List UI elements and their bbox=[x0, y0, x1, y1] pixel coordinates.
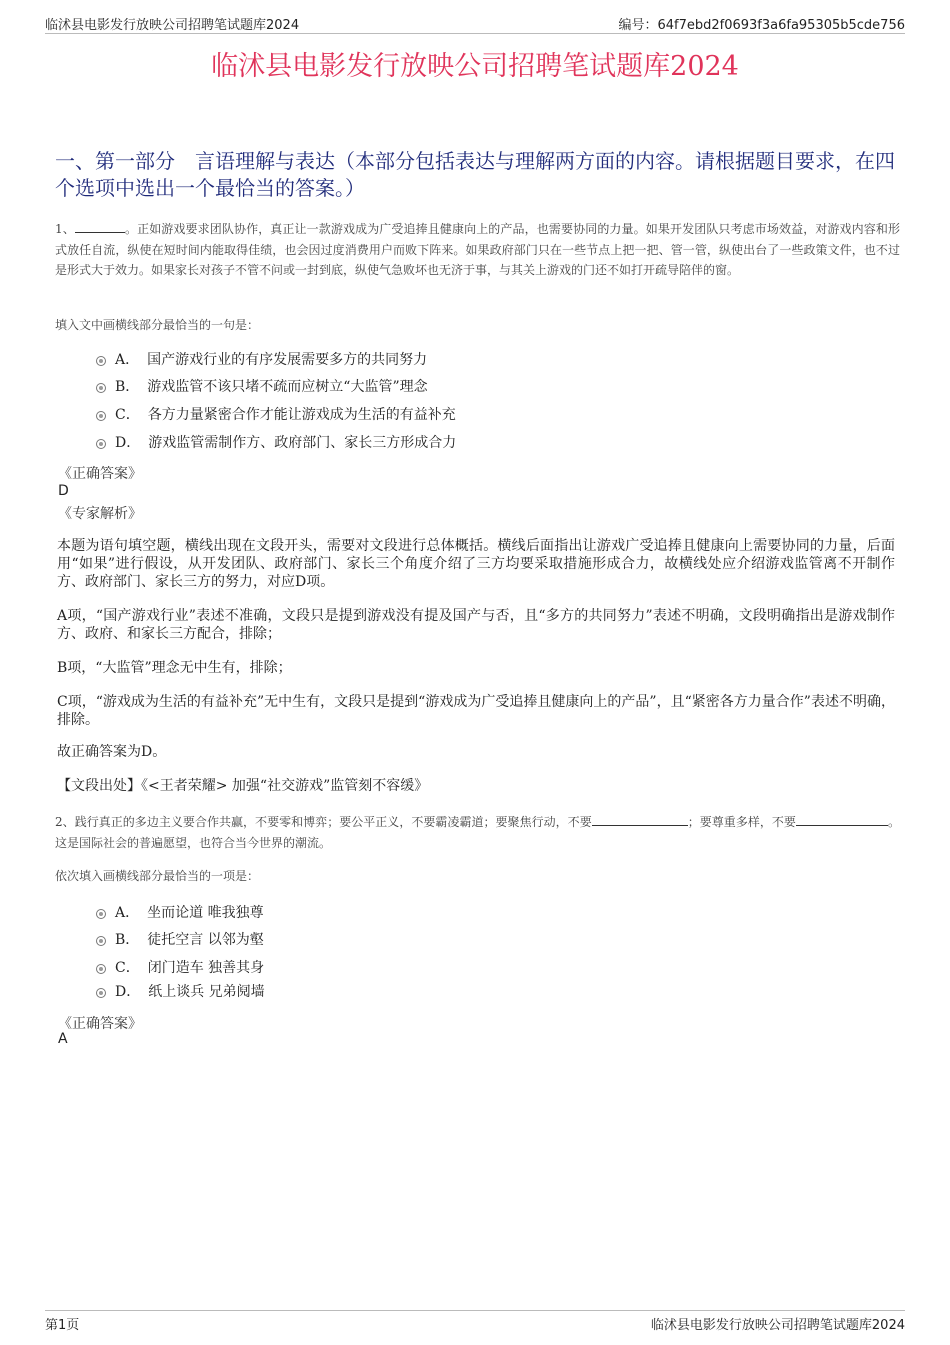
option-text: 游戏监管不该只堵不疏而应树立“大监管”理念 bbox=[147, 379, 428, 395]
section-heading: 一、第一部分 言语理解与表达（本部分包括表达与理解两方面的内容。请根据题目要求，在四个选项中选出一个最恰当的答案。） bbox=[55, 149, 895, 200]
option-letter: B． bbox=[115, 932, 140, 948]
q1-analysis-para-1: 本题为语句填空题，横线出现在文段开头，需要对文段进行总体概括。横线后面指出让游戏广受追捧且健康向上需要协同的力量，后面用“如果”进行假设，从开发团队、政府部门、家长三个角度介绍了三方均要采取措施形成合力，故横线处应介绍游戏监管离不开制作方、政府部门、家长三方的努力，对应D项。 bbox=[57, 538, 895, 590]
radio-icon[interactable] bbox=[96, 936, 106, 946]
header-doc-title: 临沭县电影发行放映公司招聘笔试题库2024 bbox=[45, 18, 300, 33]
q1-option-d[interactable] bbox=[96, 432, 456, 452]
question-1-number: 1、 bbox=[55, 222, 75, 236]
option-letter: A． bbox=[115, 352, 140, 368]
question-2-number: 2、 bbox=[55, 815, 75, 829]
q1-analysis-para-4: C项，“游戏成为生活的有益补充”无中生有，文段只是提到“游戏成为广受追捧且健康向上的产品”，且“紧密各方力量合作”表述不明确，排除。 bbox=[57, 694, 895, 728]
option-text: 纸上谈兵 兄弟阋墙 bbox=[148, 984, 265, 1000]
q1-analysis-para-2: A项，“国产游戏行业”表述不准确，文段只是提到游戏没有提及国产与否，且“多方的共同努力”表述不明确，文段明确指出是游戏制作方、政府、和家长三方配合，排除； bbox=[57, 608, 895, 642]
header-divider bbox=[45, 33, 905, 34]
question-1-prompt: 填入文中画横线部分最恰当的一句是： bbox=[55, 318, 260, 332]
q2-answer: A bbox=[58, 1031, 68, 1047]
header-code-value: 64f7ebd2f0693f3a6fa95305b5cde756 bbox=[657, 18, 905, 33]
question-2-blank-2 bbox=[796, 813, 888, 826]
radio-icon[interactable] bbox=[96, 439, 106, 449]
q1-analysis-label: 《专家解析》 bbox=[58, 506, 142, 522]
radio-icon[interactable] bbox=[96, 964, 106, 974]
option-text: 坐而论道 唯我独尊 bbox=[147, 905, 264, 921]
footer-divider bbox=[45, 1310, 905, 1311]
question-2-blank-1 bbox=[592, 813, 688, 826]
q1-answer: D bbox=[58, 483, 69, 499]
option-letter: D． bbox=[115, 984, 141, 1000]
header-doc-code bbox=[618, 14, 905, 33]
q1-answer-label: 《正确答案》 bbox=[58, 466, 142, 482]
q1-option-b[interactable] bbox=[96, 376, 428, 396]
option-letter: A． bbox=[115, 905, 140, 921]
question-1-blank bbox=[75, 220, 125, 233]
option-text: 国产游戏行业的有序发展需要多方的共同努力 bbox=[147, 352, 428, 368]
q2-answer-label: 《正确答案》 bbox=[58, 1016, 142, 1032]
option-letter: C． bbox=[115, 960, 140, 976]
radio-icon[interactable] bbox=[96, 909, 106, 919]
option-text: 游戏监管需制作方、政府部门、家长三方形成合力 bbox=[148, 435, 457, 451]
option-text: 各方力量紧密合作才能让游戏成为生活的有益补充 bbox=[147, 407, 456, 423]
question-2-body-2: ；要尊重多样，不要 bbox=[687, 815, 796, 829]
option-letter: B． bbox=[115, 379, 140, 395]
option-text: 徒托空言 以邻为壑 bbox=[147, 932, 264, 948]
question-1-body: 。正如游戏要求团队协作，真正让一款游戏成为广受追捧且健康向上的产品，也需要协同的力量。如果开发团队只考虑市场效益，对游戏内容和形式放任自流，纵使在短时间内能取得佳绩，也会因过度消费用户而败下阵来。如果政府部门只在一些节点上把一把、管一管，纵使出台了一些政策文件，也不过是形式大于效力。如果家长对孩子不管不问或一封到底，纵使气急败坏也无济于事，与其关上游戏的门还不如打开疏导陪伴的窗。 bbox=[55, 222, 900, 277]
q1-option-c[interactable] bbox=[96, 404, 456, 424]
q2-option-c[interactable] bbox=[96, 957, 264, 977]
footer-page-number: 第1页 bbox=[45, 1318, 80, 1333]
question-1-text bbox=[55, 219, 900, 281]
q1-source: 【文段出处】《<王者荣耀> 加强“社交游戏”监管刻不容缓》 bbox=[57, 778, 429, 794]
option-text: 闭门造车 独善其身 bbox=[147, 960, 265, 976]
page-title: 临沭县电影发行放映公司招聘笔试题库2024 bbox=[211, 51, 739, 82]
q2-option-a[interactable] bbox=[96, 902, 264, 922]
radio-icon[interactable] bbox=[96, 383, 106, 393]
radio-icon[interactable] bbox=[96, 411, 106, 421]
q2-option-d[interactable] bbox=[96, 981, 265, 1001]
question-2-body-3: 。这是国际社会的普遍愿望，也符合当今世界的潮流。 bbox=[55, 815, 900, 850]
q1-option-a[interactable] bbox=[96, 349, 427, 369]
question-2-prompt: 依次填入画横线部分最恰当的一项是： bbox=[55, 869, 260, 883]
radio-icon[interactable] bbox=[96, 356, 106, 366]
header-code-label: 编号： bbox=[618, 18, 658, 33]
q2-option-b[interactable] bbox=[96, 929, 264, 949]
footer-doc-title: 临沭县电影发行放映公司招聘笔试题库2024 bbox=[650, 1318, 905, 1333]
option-letter: D． bbox=[115, 435, 141, 451]
question-2-body-1: 践行真正的多边主义要合作共赢，不要零和博弈；要公平正义，不要霸凌霸道；要聚焦行动，不要 bbox=[74, 815, 592, 829]
q1-analysis-para-3: B项，“大监管”理念无中生有，排除； bbox=[57, 660, 292, 676]
question-2-text bbox=[55, 812, 900, 853]
q1-analysis-para-5: 故正确答案为D。 bbox=[57, 744, 167, 760]
radio-icon[interactable] bbox=[96, 988, 106, 998]
option-letter: C． bbox=[115, 407, 140, 423]
